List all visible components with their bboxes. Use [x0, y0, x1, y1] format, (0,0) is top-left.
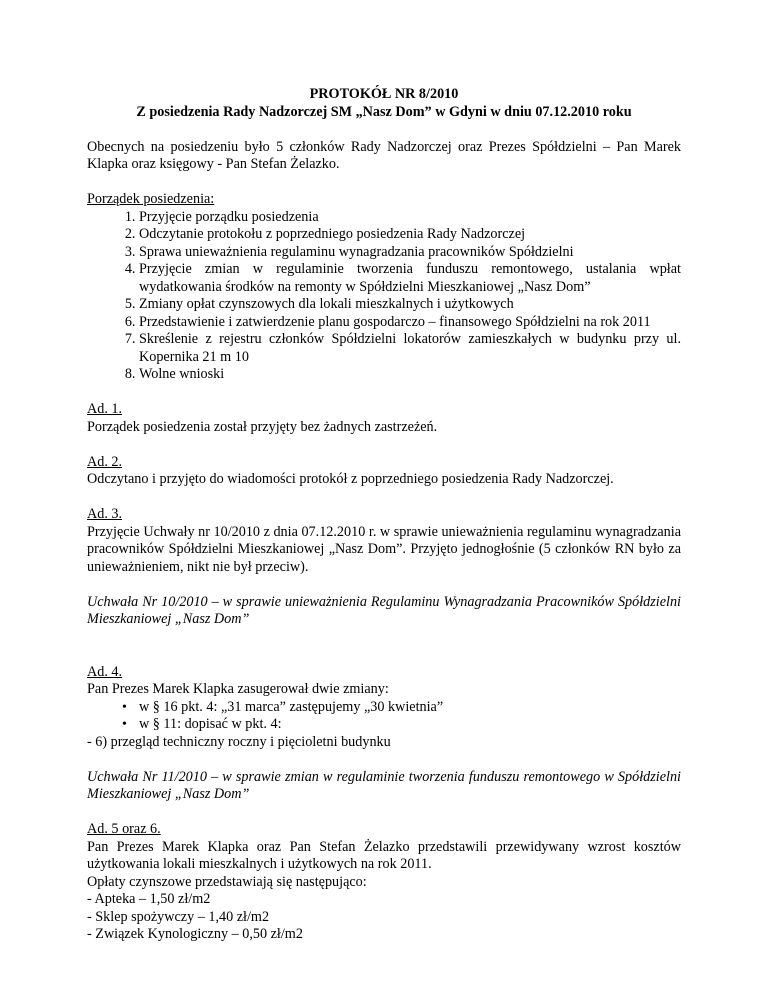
- ad1-heading: Ad. 1.: [87, 401, 123, 417]
- ad1-text: Porządek posiedzenia został przyjęty bez żadnych zastrzeżeń.: [87, 418, 438, 435]
- ad2-text: Odczytano i przyjęto do wiadomości protokół z poprzedniego posiedzenia Rady Nadzorczej.: [87, 471, 614, 487]
- agenda-item: 7. Skreślenie z rejestru członków Spółdzielni lokatorów zamieszkałych w budynku przy ul. Kopernika 21 m 10: [139, 331, 681, 366]
- attendance-paragraph: Obecnych na posiedzeniu było 5 członków Rady Nadzorczej oraz Prezes Spółdzielni – Pan Marek Klapka oraz księgowy - Pan Stefan Żelazko.: [87, 138, 681, 172]
- resolution-10-2010: Uchwała Nr 10/2010 – w sprawie unieważnienia Regulaminu Wynagradzania Pracowników Spółdzielni Mieszkaniowej „Nasz Dom”: [87, 593, 681, 627]
- bullet-item: • w § 11: dopisać w pkt. 4:: [139, 716, 681, 734]
- agenda-item: 3. Sprawa unieważnienia regulaminu wynagradzania pracowników Spółdzielni: [139, 244, 681, 262]
- agenda-item: 8. Wolne wnioski: [139, 366, 681, 384]
- document-subtitle: Z posiedzenia Rady Nadzorczej SM „Nasz Dom” w Gdyni w dniu 07.12.2010 roku: [136, 103, 632, 120]
- fees-intro: Opłaty czynszowe przedstawiają się następująco:: [87, 873, 367, 890]
- bullet-item: • w § 16 pkt. 4: „31 marca” zastępujemy „30 kwietnia”: [139, 699, 681, 717]
- agenda-list: [87, 209, 681, 384]
- document-body: [87, 86, 681, 944]
- ad4-heading: Ad. 4.: [87, 663, 123, 680]
- ad4-intro: Pan Prezes Marek Klapka zasugerował dwie zmiany:: [87, 681, 389, 697]
- ad5-heading: Ad. 5 oraz 6.: [87, 821, 161, 837]
- fee-line: - Apteka – 1,50 zł/m2: [87, 891, 211, 907]
- resolution-11-2010: Uchwała Nr 11/2010 – w sprawie zmian w regulaminie tworzenia funduszu remontowego w Spółdzielni Mieszkaniowej „Nasz Dom”: [87, 768, 681, 802]
- ad5-text: Pan Prezes Marek Klapka oraz Pan Stefan Żelazko przedstawili przewidywany wzrost kosztów użytkowania lokali mieszkalnych i użytkowych na rok 2011.: [87, 838, 681, 872]
- ad2-heading: Ad. 2.: [87, 453, 123, 470]
- ad3-heading: Ad. 3.: [87, 506, 123, 522]
- document-title: PROTOKÓŁ NR 8/2010: [309, 86, 459, 102]
- agenda-item: 6. Przedstawienie i zatwierdzenie planu gospodarczo – finansowego Spółdzielni na rok 2011: [139, 314, 681, 332]
- fee-line: - Sklep spożywczy – 1,40 zł/m2: [87, 908, 270, 925]
- fee-line: - Związek Kynologiczny – 0,50 zł/m2: [87, 926, 303, 942]
- agenda-heading: Porządek posiedzenia:: [87, 191, 215, 207]
- agenda-item: 5. Zmiany opłat czynszowych dla lokali mieszkalnych i użytkowych: [139, 296, 681, 314]
- agenda-item: 1. Przyjęcie porządku posiedzenia: [139, 209, 681, 227]
- agenda-item: 2. Odczytanie protokołu z poprzedniego posiedzenia Rady Nadzorczej: [139, 226, 681, 244]
- ad4-bullet-list: [87, 699, 681, 734]
- ad4-sub-item: - 6) przegląd techniczny roczny i pięcioletni budynku: [87, 733, 391, 750]
- ad3-text: Przyjęcie Uchwały nr 10/2010 z dnia 07.12.2010 r. w sprawie unieważnienia regulaminu wynagradzania pracowników Spółdzielni Mieszkaniowej „Nasz Dom”. Przyjęto jednogłośnie (5 członków RN było za unieważnieniem, nikt nie był przeciw).: [87, 523, 681, 575]
- agenda-item: 4. Przyjęcie zmian w regulaminie tworzenia funduszu remontowego, ustalania wpłat wydatkowania środków na remonty w Spółdzielni Mieszkaniowej „Nasz Dom”: [139, 261, 681, 296]
